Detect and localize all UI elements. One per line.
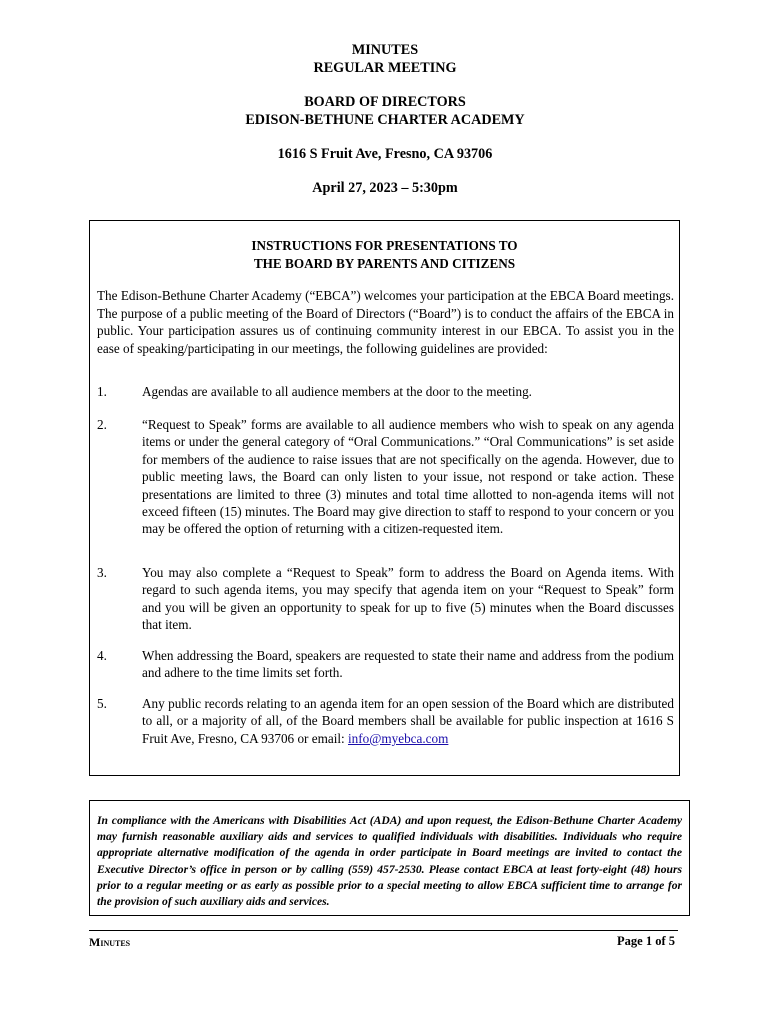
footer-title: Minutes: [89, 935, 131, 949]
list-item: [97, 383, 674, 400]
ada-notice-text: In compliance with the Americans with Disabilities Act (ADA) and upon request, the Edison-Bethune Charter Academy may furnish reasonable auxiliary aids and services to qualified individuals with disabilities. Individuals who require appropriate alternative modification of the agenda in order participate in Board meetings are invited to contact the Executive Director’s office in person or by calling (559) 457-2530. Please contact EBCA at least forty-eight (48) hours prior to a regular meeting or as early as possible prior to a special meeting to allow EBCA sufficient time to arrange for the provision of such auxiliary aids and services.: [97, 814, 682, 909]
list-item-text: Agendas are available to all audience members at the door to the meeting.: [142, 384, 532, 399]
instructions-title-line2: THE BOARD BY PARENTS AND CITIZENS: [253, 256, 516, 271]
list-item: [97, 416, 674, 538]
list-item-text: [142, 695, 674, 747]
footer-divider: [89, 930, 678, 931]
list-item-number: 3.: [97, 565, 107, 580]
instructions-title-line1: INSTRUCTIONS FOR PRESENTATIONS TO: [251, 238, 518, 253]
list-item-body: Any public records relating to an agenda item for an open session of the Board which are distributed to all, or a majority of all, of the Board members shall be available for public inspection at 1616 S Fruit Ave, Fresno, CA 93706 or email:: [142, 696, 674, 746]
header-minutes: MINUTES: [351, 42, 419, 58]
document-header: [0, 41, 770, 197]
list-item-number: 5.: [97, 696, 107, 711]
instructions-intro: The Edison-Bethune Charter Academy (“EBCA”) welcomes your participation at the EBCA Board meetings. The purpose of a public meeting of the Board of Directors (“Board”) is to conduct the affairs of the EBCA in public. Your participation assures us of continuing community interest in our EBCA. To assist you in the ease of speaking/participating in our meetings, the following guidelines are provided:: [97, 288, 674, 356]
header-regular-meeting: REGULAR MEETING: [313, 60, 457, 76]
header-address: 1616 S Fruit Ave, Fresno, CA 93706: [277, 146, 493, 162]
header-academy-name: EDISON-BETHUNE CHARTER ACADEMY: [245, 112, 525, 128]
list-item: [97, 647, 674, 682]
instructions-title: [90, 237, 679, 273]
list-item-number: 2.: [97, 417, 107, 432]
list-item: [97, 564, 674, 634]
list-item: [97, 695, 674, 747]
list-item-text: When addressing the Board, speakers are requested to state their name and address from the podium and adhere to the time limits set forth.: [142, 648, 674, 681]
page-number: Page 1 of 5: [617, 934, 675, 948]
list-item-number: 1.: [97, 384, 107, 399]
header-board-of-directors: BOARD OF DIRECTORS: [304, 94, 466, 110]
list-item-number: 4.: [97, 648, 107, 663]
instructions-box: [89, 220, 680, 776]
email-link[interactable]: info@myebca.com: [347, 730, 449, 746]
ada-notice-box: [89, 800, 690, 916]
list-item-text: You may also complete a “Request to Speak” form to address the Board on Agenda items. With regard to such agenda items, you may specify that agenda item on your “Request to Speak” form and you will be given an opportunity to speak for up to five (5) minutes when the Board discusses that item.: [142, 565, 674, 633]
header-date: April 27, 2023 – 5:30pm: [312, 180, 458, 196]
list-item-text: “Request to Speak” forms are available to all audience members who wish to speak on any agenda items or under the general category of “Oral Communications.” “Oral Communications” is set aside for members of the audience to raise issues that are not specifically on the agenda. However, due to public meeting laws, the Board can only listen to your issue, not respond or take action. These presentations are limited to three (3) minutes and total time allotted to non-agenda items will not exceed fifteen (15) minutes. The Board may give direction to staff to respond to your concern or you may be offered the option of returning with a citizen-requested item.: [142, 417, 674, 537]
